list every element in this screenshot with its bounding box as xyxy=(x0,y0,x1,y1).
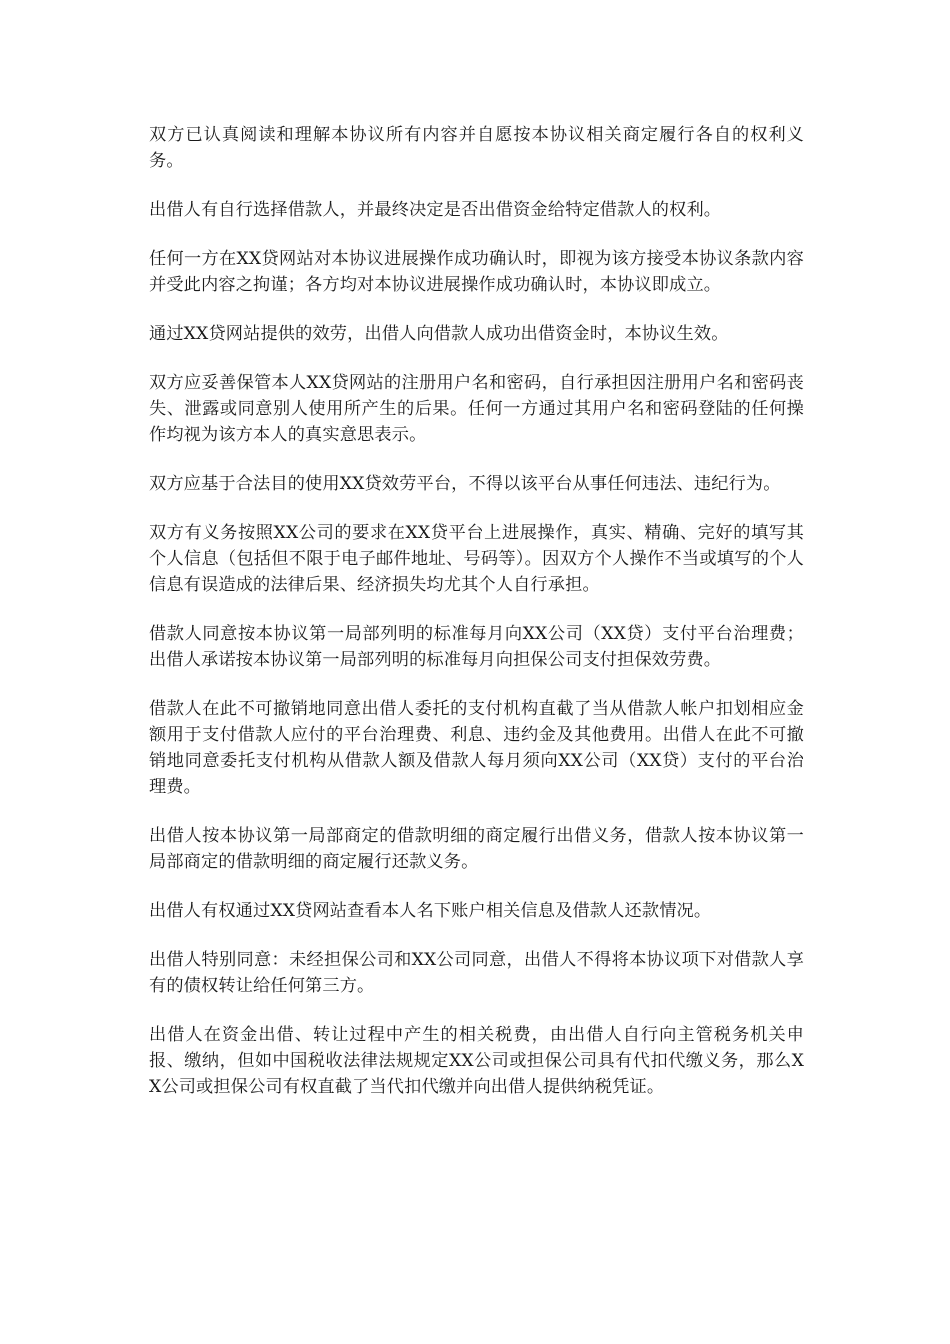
paragraph-4: 通过XX贷网站提供的效劳，出借人向借款人成功出借资金时，本协议生效。 xyxy=(149,324,729,344)
paragraph-7: 双方有义务按照XX公司的要求在XX贷平台上进展操作，真实、精确、完好的填写其个人信息（包括但不限于电子邮件地址、号码等）。因双方个人操作不当或填写的个人信息有误造成的法律后果、经济损失均尤其个人自行承担。 xyxy=(149,523,804,595)
paragraph-5: 双方应妥善保管本人XX贷网站的注册用户名和密码，自行承担因注册用户名和密码丧失、泄露或同意别人使用所产生的后果。任何一方通过其用户名和密码登陆的任何操作均视为该方本人的真实意思表示。 xyxy=(149,373,804,445)
paragraph-6: 双方应基于合法目的使用XX贷效劳平台，不得以该平台从事任何违法、违纪行为。 xyxy=(149,474,781,494)
document-body xyxy=(149,122,804,1123)
paragraph-3: 任何一方在XX贷网站对本协议进展操作成功确认时，即视为该方接受本协议条款内容并受此内容之拘谨；各方均对本协议进展操作成功确认时，本协议即成立。 xyxy=(149,249,804,295)
paragraph-13: 出借人在资金出借、转让过程中产生的相关税费，由出借人自行向主管税务机关申报、缴纳，但如中国税收法律法规规定XX公司或担保公司具有代扣代缴义务，那么XX公司或担保公司有权直截了当代扣代缴并向出借人提供纳税凭证。 xyxy=(149,1025,804,1097)
paragraph-12: 出借人特别同意：未经担保公司和XX公司同意，出借人不得将本协议项下对借款人享有的债权转让给任何第三方。 xyxy=(149,950,804,996)
paragraph-1: 双方已认真阅读和理解本协议所有内容并自愿按本协议相关商定履行各自的权利义务。 xyxy=(149,125,804,171)
paragraph-2: 出借人有自行选择借款人，并最终决定是否出借资金给特定借款人的权利。 xyxy=(149,200,722,220)
paragraph-8: 借款人同意按本协议第一局部列明的标准每月向XX公司（XX贷）支付平台治理费；出借人承诺按本协议第一局部列明的标准每月向担保公司支付担保效劳费。 xyxy=(149,624,804,670)
paragraph-9: 借款人在此不可撤销地同意出借人委托的支付机构直截了当从借款人帐户扣划相应金额用于支付借款人应付的平台治理费、利息、违约金及其他费用。出借人在此不可撤销地同意委托支付机构从借款人额及借款人每月须向XX公司（XX贷）支付的平台治理费。 xyxy=(149,699,804,797)
paragraph-10: 出借人按本协议第一局部商定的借款明细的商定履行出借义务，借款人按本协议第一局部商定的借款明细的商定履行还款义务。 xyxy=(149,826,804,872)
paragraph-11: 出借人有权通过XX贷网站查看本人名下账户相关信息及借款人还款情况。 xyxy=(149,901,712,921)
